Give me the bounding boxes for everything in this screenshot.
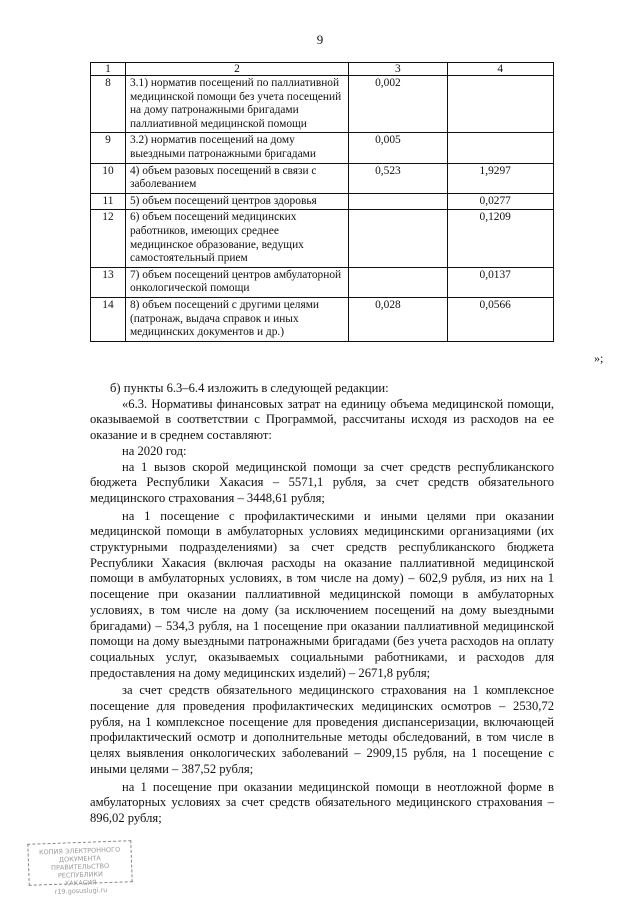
paragraph: «6.3. Нормативы финансовых затрат на единицу объема медицинской помощи, оказываемой в соответствии с Программой, рассчитаны исходя из расходов на ее оказание и в среднем составляют: <box>90 396 554 443</box>
table-row <box>91 76 554 133</box>
row-number: 9 <box>91 133 126 163</box>
row-description: 3.1) норматив посещений по паллиативной медицинской помощи без учета посещений на дому патронажными бригадами паллиативной медицинской помощи <box>125 76 348 133</box>
row-number: 11 <box>91 193 126 210</box>
paragraph: за счет средств обязательного медицинского страхования на 1 комплексное посещение для проведения профилактических медицинских осмотров – 2530,72 рубля, на 1 комплексное посещение для проведения диспансеризации, включающей профилактический осмотр и дополнительные методы обследований, в том числе в целях выявления онкологических заболеваний – 2909,15 рубля, на 1 посещение с иными целями – 387,52 рубля; <box>90 683 554 776</box>
row-number: 10 <box>91 163 126 193</box>
stamp-line: r19.gosuslugi.ru <box>54 886 108 896</box>
table-row <box>91 163 554 193</box>
row-value-col3: 0,002 <box>349 76 447 133</box>
header-cell: 3 <box>349 63 447 76</box>
row-description: 7) объем посещений центров амбулаторной онкологической помощи <box>125 267 348 297</box>
row-description: 3.2) норматив посещений на дому выездными патронажными бригадами <box>125 133 348 163</box>
table-row <box>91 133 554 163</box>
header-cell: 4 <box>447 63 553 76</box>
document-stamp <box>27 840 132 896</box>
paragraph: б) пункты 6.3–6.4 изложить в следующей редакции: <box>110 381 389 395</box>
stamp-line: ПРАВИТЕЛЬСТВО РЕСПУБЛИКИ <box>50 861 110 880</box>
normative-table <box>90 62 554 342</box>
row-description: 5) объем посещений центров здоровья <box>125 193 348 210</box>
row-number: 14 <box>91 297 126 341</box>
document-body <box>90 381 554 827</box>
table-row <box>91 267 554 297</box>
table-row <box>91 297 554 341</box>
paragraph: на 1 вызов скорой медицинской помощи за счет средств республиканского бюджета Республики Хакасия – 5571,1 рубля, за счет средств обязательного медицинского страхования – 3448,61 рубля; <box>90 459 554 505</box>
row-value-col4 <box>447 76 553 133</box>
row-value-col4: 0,1209 <box>447 210 553 267</box>
row-value-col3: 0,523 <box>349 163 447 193</box>
row-description: 6) объем посещений медицинских работников, имеющих среднее медицинское образование, ведущих самостоятельный прием <box>125 210 348 267</box>
row-value-col3 <box>349 193 447 210</box>
row-number: 12 <box>91 210 126 267</box>
row-description: 8) объем посещений с другими целями (патронаж, выдача справок и иных медицинских документов и др.) <box>125 297 348 341</box>
row-value-col4: 0,0277 <box>447 193 553 210</box>
paragraph: на 1 посещение с профилактическими и иными целями при оказании медицинской помощи в амбулаторных условиях медицинскими организациями (их структурными подразделениями) за счет средств республиканского бюджета Республики Хакасия (включая расходы на оказание паллиативной медицинской помощи в амбулаторных условиях, в том числе на дому) – 602,9 рубля, из них на 1 посещение при оказании паллиативной медицинской помощи в амбулаторных условиях, в том числе на дому (за исключением посещений на дому выездными бригадами) – 534,3 рубля, на 1 посещение при оказании паллиативной медицинской помощи на дому выездными патронажными бригадами (без учета расходов на оплату социальных услуг, оказываемых социальными работниками, и расходов для предоставления на дому медицинских изделий) – 2671,8 рубля; <box>90 508 554 680</box>
paragraph: на 2020 год: <box>122 443 187 458</box>
table-closing-quote: »; <box>594 351 604 365</box>
row-value-col4 <box>447 133 553 163</box>
table-header-row <box>91 63 554 76</box>
row-number: 8 <box>91 76 126 133</box>
table-row <box>91 193 554 210</box>
row-value-col3: 0,005 <box>349 133 447 163</box>
table-row <box>91 210 554 267</box>
paragraph: на 1 посещение при оказании медицинской помощи в неотложной форме в амбулаторных условиях за счет средств обязательного медицинского страхования – 896,02 рубля; <box>90 779 554 825</box>
stamp-line: ХАКАСИЯ <box>64 878 97 888</box>
stamp-line: КОПИЯ ЭЛЕКТРОННОГО ДОКУМЕНТА <box>38 845 121 864</box>
row-value-col4: 0,0137 <box>447 267 553 297</box>
row-value-col4: 0,0566 <box>447 297 553 341</box>
row-value-col3 <box>349 210 447 267</box>
row-description: 4) объем разовых посещений в связи с заболеванием <box>125 163 348 193</box>
row-value-col4: 1,9297 <box>447 163 553 193</box>
header-cell: 1 <box>91 63 126 76</box>
row-value-col3 <box>349 267 447 297</box>
page-number: 9 <box>316 32 324 47</box>
header-cell: 2 <box>125 63 348 76</box>
row-number: 13 <box>91 267 126 297</box>
row-value-col3: 0,028 <box>349 297 447 341</box>
